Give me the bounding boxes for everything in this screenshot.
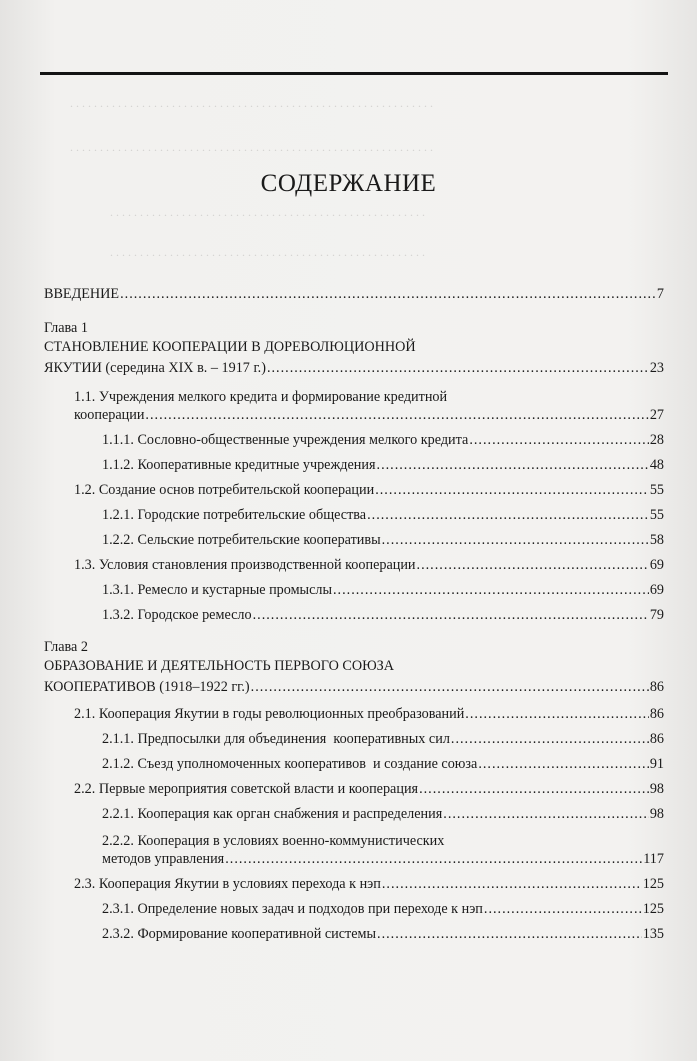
page-number: 86 <box>649 731 664 747</box>
toc-entry-section-2-2[interactable] <box>44 781 664 798</box>
page-title: СОДЕРЖАНИЕ <box>260 170 437 197</box>
toc-entry-section-1-2[interactable] <box>44 482 664 499</box>
chapter-label: Глава 1 <box>44 320 88 336</box>
leader-dots <box>367 507 649 524</box>
chapter-title-line: ОБРАЗОВАНИЕ И ДЕЯТЕЛЬНОСТЬ ПЕРВОГО СОЮЗА <box>44 658 395 674</box>
toc-entry-subsection-2-2-2[interactable] <box>44 831 664 868</box>
toc-entry-section-2-3[interactable] <box>44 876 664 893</box>
toc-entry-text: 1.1.1. Сословно-общественные учреждения мелкого кредита <box>102 432 469 448</box>
page-number: 69 <box>649 557 664 573</box>
toc-entry-text: 1.2.2. Сельские потребительские кооперативы <box>102 532 381 548</box>
leader-dots <box>145 407 648 424</box>
bleed-through-text: . . . . . . . . . . . . . . . . . . . . . . . . . . . . . . . . . . . . . . . . . . . . . . . . . . . . . . . . . . . . . <box>70 96 433 110</box>
leader-dots <box>465 706 649 723</box>
leader-dots <box>375 482 649 499</box>
toc-entry-text: 1.1. Учреждения мелкого кредита и формирование кредитной <box>74 389 448 405</box>
toc-entry-text: 1.3.2. Городское ремесло <box>102 607 252 623</box>
page-number: 91 <box>649 756 664 772</box>
toc-entry-text: 1.2.1. Городские потребительские общества <box>102 507 367 523</box>
toc-entry-section-1-3[interactable] <box>44 557 664 574</box>
toc-entry-subsection-1-3-2[interactable] <box>44 607 664 624</box>
toc-entry-text: 2.1.2. Съезд уполномоченных кооперативов и создание союза <box>102 756 478 772</box>
toc-entry-subsection-1-2-1[interactable] <box>44 507 664 524</box>
toc-entry-text: 2.1. Кооперация Якутии в годы революционных преобразований <box>74 706 465 722</box>
page-number: 125 <box>642 901 664 917</box>
toc-entry-chapter-1[interactable] <box>44 358 664 379</box>
leader-dots <box>451 731 649 748</box>
page-number: 23 <box>649 360 664 376</box>
toc-entry-text: 1.3. Условия становления производственной кооперации <box>74 557 416 573</box>
toc-entry-section-2-1[interactable] <box>44 706 664 723</box>
toc-entry-subsection-2-2-1[interactable] <box>44 806 664 823</box>
chapter-title-line: КООПЕРАТИВОВ (1918–1922 гг.) <box>44 679 250 695</box>
toc-entry-text: 2.2.2. Кооперация в условиях военно-коммунистических <box>102 833 445 849</box>
toc-entry-text: 2.3.2. Формирование кооперативной системы <box>102 926 377 942</box>
page-number: 27 <box>649 407 664 423</box>
leader-dots <box>377 457 649 474</box>
toc-entry-text: 2.2.1. Кооперация как орган снабжения и распределения <box>102 806 443 822</box>
leader-dots <box>267 358 649 379</box>
bleed-through-text: . . . . . . . . . . . . . . . . . . . . . . . . . . . . . . . . . . . . . . . . . . . . . . . . . . . . . . . . . . . . . <box>70 140 433 154</box>
page-number: 86 <box>649 679 664 695</box>
toc-entry-intro[interactable] <box>44 284 664 305</box>
toc-entry-text: 2.3.1. Определение новых задач и подходов при переходе к нэп <box>102 901 483 917</box>
leader-dots <box>419 781 649 798</box>
page-number: 69 <box>649 582 664 598</box>
leader-dots <box>484 901 642 918</box>
header-rule <box>40 72 668 75</box>
page-number: 7 <box>656 286 664 302</box>
toc-entry-text: методов управления <box>102 851 225 867</box>
toc-entry-subsection-2-1-1[interactable] <box>44 731 664 748</box>
toc-entry-text: 2.1.1. Предпосылки для объединения кооперативных сил <box>102 731 450 747</box>
toc-entry-subsection-2-3-1[interactable] <box>44 901 664 918</box>
leader-dots <box>251 677 649 698</box>
toc-entry-subsection-1-1-1[interactable] <box>44 432 664 449</box>
toc-entry-text: 2.2. Первые мероприятия советской власти и кооперация <box>74 781 419 797</box>
leader-dots <box>478 756 649 773</box>
toc-entry-text: ВВЕДЕНИЕ <box>44 286 120 302</box>
page-number: 98 <box>649 781 664 797</box>
chapter-label: Глава 2 <box>44 639 88 655</box>
page-number: 98 <box>649 806 664 822</box>
chapter-title-line: ЯКУТИИ (середина XIX в. – 1917 г.) <box>44 360 266 376</box>
page-number: 48 <box>649 457 664 473</box>
leader-dots <box>469 432 648 449</box>
page-number: 28 <box>649 432 664 448</box>
leader-dots <box>382 876 642 893</box>
toc-entry-chapter-2[interactable] <box>44 677 664 698</box>
leader-dots <box>417 557 649 574</box>
leader-dots <box>120 284 656 305</box>
page-number: 86 <box>649 706 664 722</box>
toc-entry-text: 1.3.1. Ремесло и кустарные промыслы <box>102 582 332 598</box>
page-number: 55 <box>649 507 664 523</box>
leader-dots <box>382 532 649 549</box>
toc-entry-subsection-2-1-2[interactable] <box>44 756 664 773</box>
leader-dots <box>253 607 649 624</box>
page-number: 125 <box>642 876 664 892</box>
leader-dots <box>443 806 649 823</box>
page-number: 55 <box>649 482 664 498</box>
toc-entry-text: 2.3. Кооперация Якутии в условиях перехода к нэп <box>74 876 381 892</box>
table-of-contents <box>44 284 664 951</box>
toc-entry-text: 1.1.2. Кооперативные кредитные учреждения <box>102 457 376 473</box>
toc-entry-text: 1.2. Создание основ потребительской кооперации <box>74 482 375 498</box>
toc-entry-section-1-1[interactable] <box>44 387 664 424</box>
page-number: 79 <box>649 607 664 623</box>
leader-dots <box>333 582 649 599</box>
leader-dots <box>225 851 642 868</box>
page-number: 58 <box>649 532 664 548</box>
leader-dots <box>377 926 642 943</box>
bleed-through-text: . . . . . . . . . . . . . . . . . . . . . . . . . . . . . . . . . . . . . . . . . . . . . . . . . . . . . <box>110 245 425 259</box>
toc-entry-subsection-2-3-2[interactable] <box>44 926 664 943</box>
toc-entry-subsection-1-3-1[interactable] <box>44 582 664 599</box>
toc-entry-text: кооперации <box>74 407 145 423</box>
chapter-title-line: СТАНОВЛЕНИЕ КООПЕРАЦИИ В ДОРЕВОЛЮЦИОННОЙ <box>44 339 416 355</box>
page-number: 117 <box>643 851 664 867</box>
bleed-through-text: . . . . . . . . . . . . . . . . . . . . . . . . . . . . . . . . . . . . . . . . . . . . . . . . . . . . . <box>110 205 425 219</box>
toc-entry-subsection-1-2-2[interactable] <box>44 532 664 549</box>
toc-entry-subsection-1-1-2[interactable] <box>44 457 664 474</box>
page-number: 135 <box>642 926 664 942</box>
